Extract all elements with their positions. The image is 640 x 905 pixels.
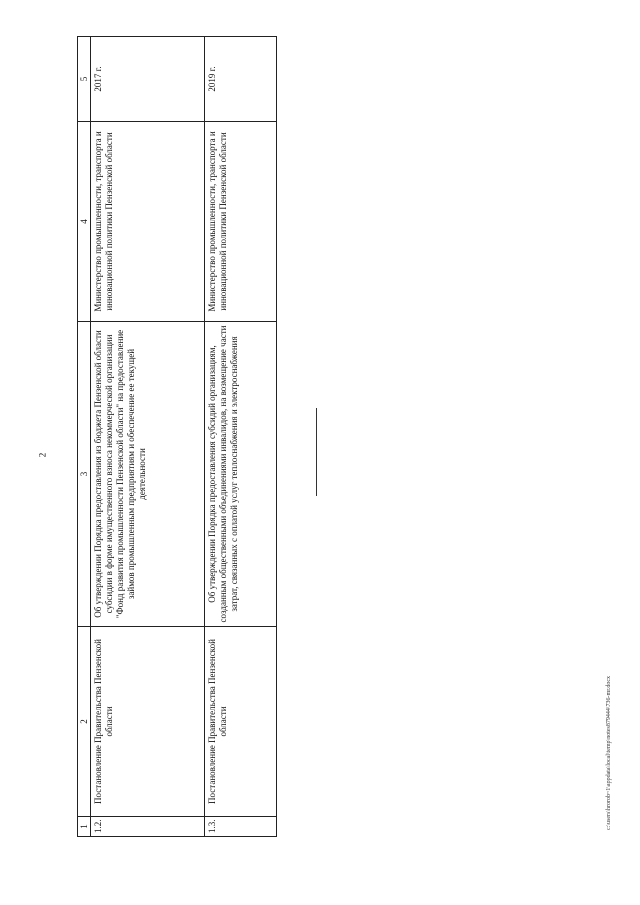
header-cell: 5 xyxy=(78,37,91,122)
plan-table xyxy=(77,36,277,837)
document-type: Постановление Правительства Пензенской области xyxy=(91,627,205,817)
year: 2019 г. xyxy=(204,37,276,122)
page-number: 2 xyxy=(37,452,48,458)
header-cell: 3 xyxy=(78,322,91,627)
table-row xyxy=(204,37,276,837)
document-title: Об утверждении Порядка предоставления субсидий организациям, созданным общественными объединениями инвалидов, на возмещение части затрат, связанных с оплатой услуг теплоснабжения и электроснабжения xyxy=(204,322,276,627)
header-cell: 1 xyxy=(78,817,91,837)
document-title: Об утверждении Порядка предоставления из бюджета Пензенской области субсидии в форме имущественного взноса некоммерческой организации "Фонд развития промышленности Пензенской области" на предоставление займов промышленным предприятиям и обеспечение ее текущей деятельности xyxy=(91,322,205,627)
footer-file-path: c:\users\hrorob~1\appdata\local\temp\notes879444\736-mr.docx xyxy=(606,675,612,830)
header-cell: 4 xyxy=(78,122,91,322)
row-number: 1.2. xyxy=(91,817,205,837)
table-row xyxy=(91,37,205,837)
executor: Министерство промышленности, транспорта и инновационной политики Пензенской области xyxy=(204,122,276,322)
rotated-table-container xyxy=(77,37,277,837)
year: 2017 г. xyxy=(91,37,205,122)
header-cell: 2 xyxy=(78,627,91,817)
table-header-row xyxy=(78,37,91,837)
separator-line xyxy=(316,408,317,496)
executor: Министерство промышленности, транспорта и инновационной политики Пензенской области xyxy=(91,122,205,322)
row-number: 1.3. xyxy=(204,817,276,837)
document-type: Постановление Правительства Пензенской области xyxy=(204,627,276,817)
